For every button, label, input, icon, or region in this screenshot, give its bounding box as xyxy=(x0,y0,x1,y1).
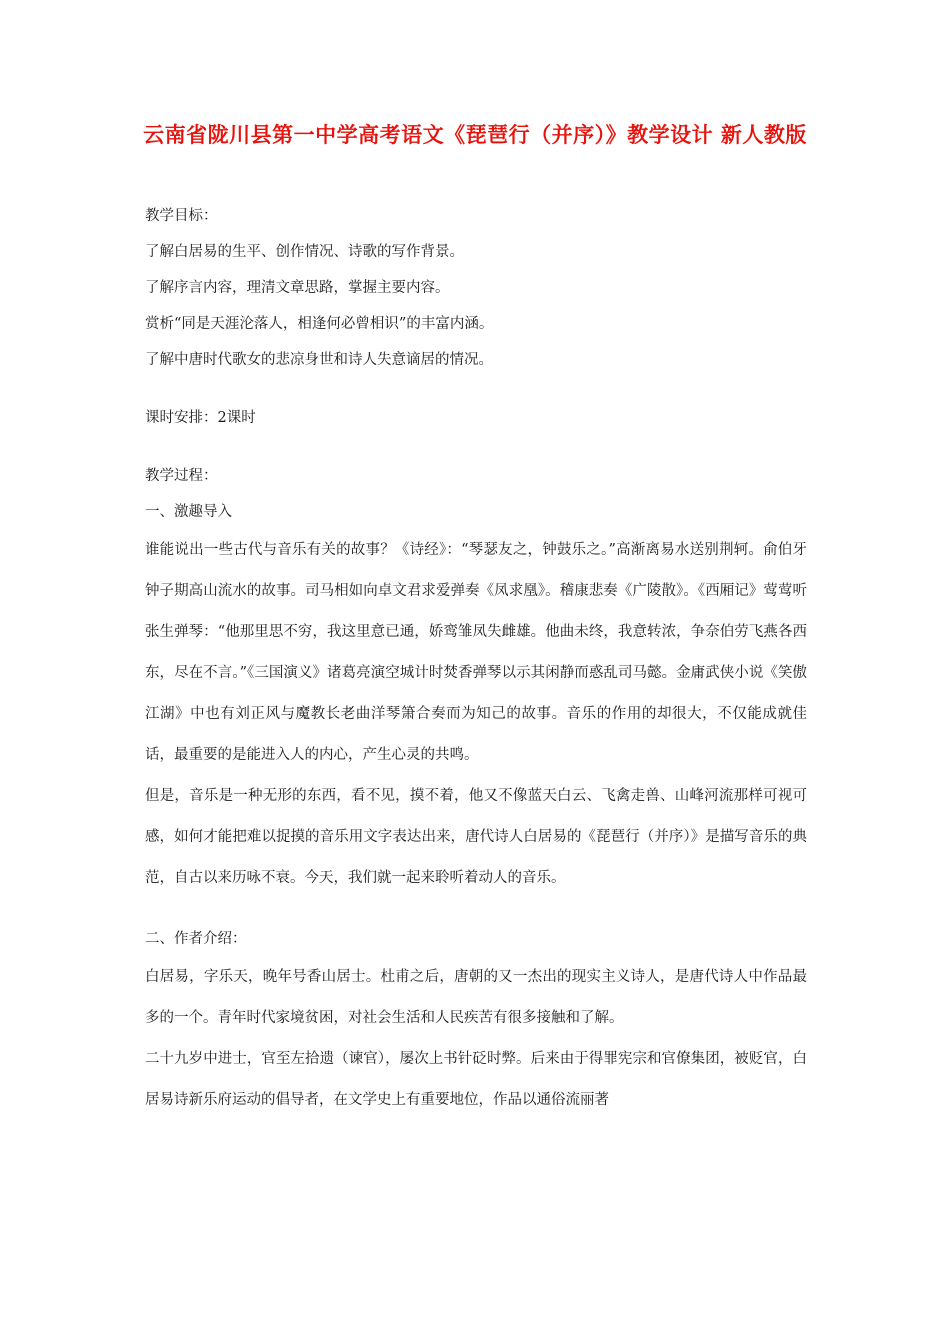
paragraph: 二十九岁中进士，官至左拾遗（谏官），屡次上书针砭时弊。后来由于得罪宪宗和官僚集团，被贬官，白居易诗新乐府运动的倡导者，在文学史上有重要地位，作品以通俗流丽著 xyxy=(145,1051,807,1108)
objective-item: 赏析“同是天涯沦落人，相逢何必曾相识”的丰富内涵。 xyxy=(145,316,494,332)
objective-item: 了解白居易的生平、创作情况、诗歌的写作背景。 xyxy=(145,244,464,260)
paragraph: 但是，音乐是一种无形的东西，看不见，摸不着，他又不像蓝天白云、飞禽走兽、山峰河流那样可视可感，如何才能把难以捉摸的音乐用文字表达出来，唐代诗人白居易的《琵琶行（并序）》是描写音乐的典范，自古以来历咏不衰。今天，我们就一起来聆听着动人的音乐。 xyxy=(145,788,807,886)
objective-item: 了解序言内容，理清文章思路，掌握主要内容。 xyxy=(145,280,450,296)
section-heading: 一、激趣导入 xyxy=(145,504,232,520)
document-body xyxy=(145,198,807,1121)
spacer xyxy=(145,378,807,400)
document-title: 云南省陇川县第一中学高考语文《琵琶行（并序）》教学设计 新人教版 xyxy=(143,123,807,147)
section-heading: 二、作者介绍： xyxy=(145,931,247,947)
spacer xyxy=(145,436,807,458)
spacer xyxy=(145,899,807,921)
objective-item: 了解中唐时代歌女的悲凉身世和诗人失意谪居的情况。 xyxy=(145,352,493,368)
objectives-heading: 教学目标： xyxy=(145,208,218,224)
paragraph: 白居易，字乐天，晚年号香山居士。杜甫之后，唐朝的又一杰出的现实主义诗人，是唐代诗人中作品最多的一个。青年时代家境贫困，对社会生活和人民疾苦有很多接触和了解。 xyxy=(145,969,807,1026)
schedule-text: 课时安排：2课时 xyxy=(145,410,256,426)
paragraph: 谁能说出一些古代与音乐有关的故事？《诗经》：“琴瑟友之，钟鼓乐之。”高渐离易水送别荆轲。俞伯牙钟子期高山流水的故事。司马相如向卓文君求爱弹奏《凤求凰》。稽康悲奏《广陵散》。《西厢记》莺莺听张生弹琴：“他那里思不穷，我这里意已通，娇鸾雏凤失雌雄。他曲未终，我意转浓，争奈伯劳飞燕各西东，尽在不言。”《三国演义》诸葛亮演空城计时焚香弹琴以示其闲静而惑乱司马懿。金庸武侠小说《笑傲江湖》中也有刘正风与魔教长老曲洋琴箫合奏而为知己的故事。音乐的作用的却很大，不仅能成就佳话，最重要的是能进入人的内心，产生心灵的共鸣。 xyxy=(145,542,807,763)
process-heading: 教学过程： xyxy=(145,468,218,484)
